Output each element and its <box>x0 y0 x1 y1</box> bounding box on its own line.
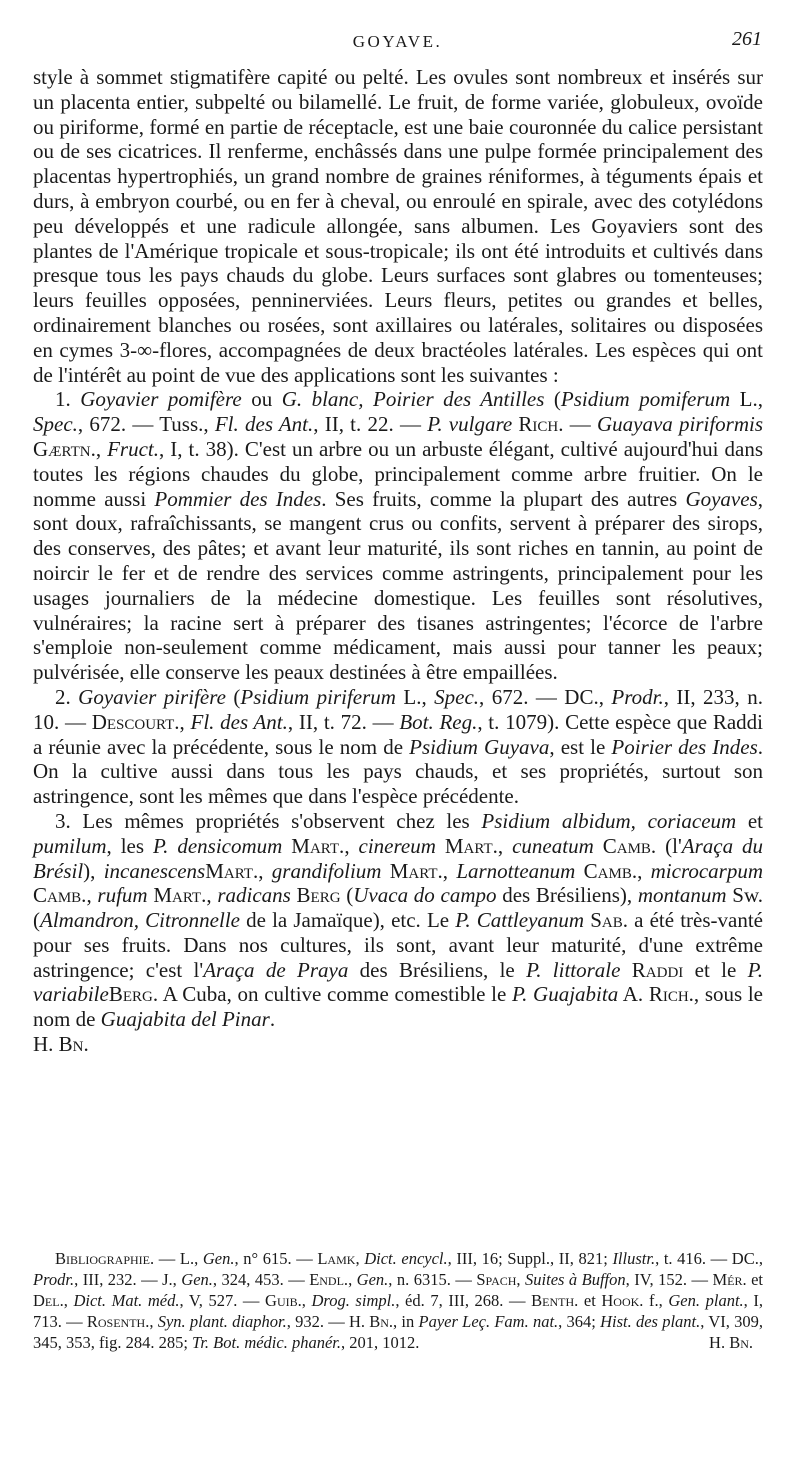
text: des Brésiliens), <box>496 883 638 908</box>
citation: Hist. des plant. <box>600 1312 701 1331</box>
text: , est le <box>549 734 612 759</box>
synonym: Guayava piriformis <box>596 412 764 437</box>
text: a été très-vanté pour ses fruits. Dans nos cultures, ils sont, avant leur maturité, d'une extrême astringence; c'est l' <box>33 908 763 982</box>
common-name: Araça de Praya <box>203 957 349 982</box>
text: , sous le nom de <box>33 982 763 1032</box>
citation: Prodr. <box>611 684 664 709</box>
species-1-paragraph <box>33 387 763 685</box>
text: Sw. ( <box>33 883 764 933</box>
synonym: Psidium pomiferum <box>560 387 731 412</box>
text: (l' <box>656 833 682 858</box>
author: Mér. <box>712 1270 747 1289</box>
text: , I, 713. — <box>33 1291 764 1331</box>
author: Mart. <box>389 858 443 883</box>
text: A Cuba, on cultive comme comestible le <box>158 982 512 1007</box>
text: , n. 6315. — <box>388 1270 477 1289</box>
text: . <box>269 1007 276 1032</box>
common-name: Guajabita del Pinar <box>100 1007 270 1032</box>
author: Rosenth. <box>86 1312 150 1331</box>
citation: Spec. <box>434 684 480 709</box>
text: , sont doux, rafraîchissants, se mangent crus ou confits, servent à préparer des sirops, des conserves, des pâtes; et avant leur maturité, ils sont riches en tannin, au point de noircir le fer et de rendre des services comme astringents, principalement pour les usages journaliers de la médecine domestique. Les feuilles sont résolutives, vulnéraires; la racine sert à préparer des tisanes astringentes; l'écorce de l'arbre s'emploie non-seulement comme médicament, mais aussi pour tanner les peaux; pulvérisée, elle conserve les peaux destinées à être empaillées. <box>33 486 763 685</box>
author: Gærtn. <box>33 436 96 461</box>
text: , <box>149 1312 158 1331</box>
author-signature <box>33 1032 763 1057</box>
text: ( <box>225 684 241 709</box>
text: ( <box>544 387 561 412</box>
text: ( <box>340 883 354 908</box>
text: f., <box>643 1291 669 1310</box>
text: , t. 1079). Cette espèce que Raddi a réunie avec la précédente, sous le nom de <box>33 709 763 759</box>
text: — L., <box>154 1249 203 1268</box>
text: et <box>746 1270 764 1289</box>
text: , <box>442 858 457 883</box>
text: , <box>86 883 98 908</box>
text: , 932. — H. <box>286 1312 370 1331</box>
species: radicans <box>217 883 291 908</box>
author: Bn. <box>369 1312 394 1331</box>
page-header <box>33 28 762 60</box>
author: Guib. <box>265 1291 302 1310</box>
species: Psidium albidum, coriaceum <box>481 808 737 833</box>
citation: Dict. encycl. <box>364 1249 448 1268</box>
citation: Gen. <box>356 1270 389 1289</box>
author: Rich. <box>518 412 564 437</box>
species: pumilum <box>33 833 107 858</box>
text: ou <box>241 387 282 412</box>
text <box>620 958 631 982</box>
author: Mart. <box>205 858 259 883</box>
author: Mart. <box>291 833 345 858</box>
text: , <box>63 1291 74 1310</box>
citation: Payer Leç. Fam. nat. <box>418 1312 559 1331</box>
common-name: Uvaca do campo <box>353 883 497 908</box>
author: Del. <box>33 1291 64 1310</box>
text <box>575 859 583 883</box>
text <box>594 834 603 858</box>
species: grandifolium <box>271 858 382 883</box>
text: , <box>301 1291 312 1310</box>
text: ), <box>83 858 104 883</box>
text: . Ses fruits, comme la plupart des autres <box>321 486 686 511</box>
citation: Gen. <box>181 1270 213 1289</box>
citation: Dict. Mat. méd. <box>73 1291 180 1310</box>
bibliography <box>33 1248 763 1353</box>
author: Rich. <box>648 982 694 1007</box>
intro-paragraph: style à sommet stigmatifère capité ou pelté. Les ovules sont nombreux et insérés sur un placenta entier, subpelté ou bilamellé. Le fruit, de forme variée, globuleux, ovoïde ou piriforme, formé en partie de réceptacle, est une baie couronnée du calice persistant ou de ses cicatrices. Il renferme, enchâssés dans une pulpe formée principalement des placentas hypertrophiés, un grand nombre de graines réniformes, à téguments épais et durs, à embryon courbé, ou en fer à cheval, ou enroulé en spirale, avec des cotylédons peu développés et une radicule allongée, sans albumen. Les Goyaviers sont des plantes de l'Amérique tropicale et sous-tropicale; ils ont été introduits et cultivés dans presque tous les pays chauds du globe. Leurs surfaces sont glabres ou tomenteuses; leurs feuilles opposées, penninerviées. Leurs fleurs, petites ou grandes et belles, ordinairement blanches ou rosées, sont axillaires ou latérales, solitaires ou disposées en cymes 3-∞-flores, accompagnées de deux bractéoles latérales. Les espèces qui ont de l'intérêt au point de vue des applications sont les suivantes : <box>33 65 763 387</box>
text: , n° 615. — <box>234 1249 318 1268</box>
bibliography-signature: H. Bn. <box>709 1333 753 1352</box>
common-name: Poirier des Indes <box>611 734 758 759</box>
citation: Fl. des Ant. <box>190 709 288 734</box>
text: , II, t. 22. — <box>313 412 428 437</box>
species-name: Goyavier pomifère <box>80 387 242 412</box>
article-body <box>33 65 763 1057</box>
species: rufum <box>97 883 148 908</box>
author: Hook. <box>601 1291 644 1310</box>
synonym: Psidium piriferum <box>240 684 396 709</box>
text: , <box>95 436 108 461</box>
citation: Fruct. <box>107 436 160 461</box>
species-2-paragraph <box>33 685 763 809</box>
author: Spach <box>476 1270 517 1289</box>
common-name: Almandron, Citronnelle <box>40 908 240 933</box>
species: montanum <box>637 883 727 908</box>
author: Descourt. <box>91 709 180 734</box>
text: , <box>179 709 191 734</box>
citation: Tr. Bot. médic. phanér. <box>192 1333 342 1352</box>
text: , <box>637 858 651 883</box>
citation: Spec. <box>33 412 78 437</box>
text: , 672. — Tuss., <box>77 412 215 437</box>
text: , <box>355 1249 365 1268</box>
author: Camb. <box>602 833 657 858</box>
author: Benth. <box>531 1291 579 1310</box>
text: Les mêmes propriétés s'observent chez les <box>82 808 482 833</box>
text: L., <box>395 684 435 709</box>
text: , <box>516 1270 526 1289</box>
author: Mart. <box>153 883 207 908</box>
citation: Gen. plant. <box>668 1291 744 1310</box>
page-number: 261 <box>732 28 762 50</box>
text: , <box>206 883 218 908</box>
synonym: P. vulgare <box>427 412 513 437</box>
species-name: Goyavier pirifère <box>78 684 226 709</box>
text: , <box>497 833 513 858</box>
text: et <box>736 808 763 833</box>
text: . On la cultive aussi dans tous les pays chauds, et ses propriétés, surtout son astringence, sont les mêmes que dans l'espèce précédente. <box>33 734 763 809</box>
text <box>436 834 445 858</box>
species: incanescens <box>103 858 206 883</box>
text: , V, 527. — <box>179 1291 266 1310</box>
author: Berg. <box>108 982 159 1007</box>
text: , VI, 309, 345, 353, fig. 284. 285; <box>33 1312 763 1352</box>
text: , 324, 453. — <box>212 1270 310 1289</box>
citation: Suites à Buffon <box>525 1270 626 1289</box>
text: , I, t. 38). C'est un arbre ou un arbuste élégant, cultivé aujourd'hui dans toutes les régions chaudes du globe, principalement comme arbre fruitier. On le nomme aussi <box>33 436 763 511</box>
citation: Fl. des Ant. <box>214 412 314 437</box>
item-number: 1. <box>55 387 81 412</box>
author: Camb. <box>583 858 638 883</box>
species: P. variabile <box>33 957 763 1007</box>
common-name: Pommier des Indes <box>154 486 322 511</box>
species: P. littorale <box>526 957 621 982</box>
text: , éd. 7, III, 268. — <box>395 1291 532 1310</box>
author: Berg <box>296 883 341 908</box>
bibliography-label: Bibliographie. <box>55 1249 155 1268</box>
text: , 364; <box>558 1312 601 1331</box>
text: , 201, 1012. <box>341 1333 420 1352</box>
species: microcarpum <box>650 858 763 883</box>
species: P. Cattleyanum <box>455 908 585 933</box>
text: , <box>258 858 272 883</box>
text: , t. 416. — DC., <box>655 1249 763 1268</box>
text: et <box>578 1291 602 1310</box>
text: , in <box>393 1312 419 1331</box>
item-number: 3. <box>55 808 83 833</box>
common-name: Araça du Brésil <box>33 833 764 883</box>
citation: Drog. simpl. <box>311 1291 396 1310</box>
species: P. densicomum <box>153 833 283 858</box>
text: de la Jamaïque), etc. Le <box>240 908 456 933</box>
species: Larnotteanum <box>456 858 576 883</box>
text: , <box>344 833 359 858</box>
species: P. Guajabita <box>511 982 619 1007</box>
citation: Illustr. <box>612 1249 656 1268</box>
text: — <box>563 412 597 437</box>
text: , III, 232. — J., <box>74 1270 182 1289</box>
author: Camb. <box>33 883 87 908</box>
citation: Bot. Reg. <box>399 709 478 734</box>
text: L., <box>730 387 763 412</box>
citation: Gen. <box>202 1249 235 1268</box>
signature-text: H. Bn. <box>33 1032 89 1057</box>
author: Endl. <box>309 1270 349 1289</box>
item-number: 2. <box>55 684 79 709</box>
author: Raddi <box>631 957 684 982</box>
species-3-paragraph <box>33 809 763 1032</box>
text <box>282 834 291 858</box>
text <box>381 859 389 883</box>
citation: Syn. plant. diaphor. <box>157 1312 287 1331</box>
text: A. <box>618 982 649 1007</box>
text: , IV, 152. — <box>625 1270 713 1289</box>
synonym: Psidium Guyava <box>409 734 550 759</box>
text: des Brésiliens, le <box>348 957 527 982</box>
text: et le <box>683 957 748 982</box>
text: , <box>348 1270 357 1289</box>
author: Lamk <box>317 1249 356 1268</box>
running-title: GOYAVE. <box>352 32 443 51</box>
text: , III, 16; Suppl., II, 821; <box>447 1249 613 1268</box>
common-name: Goyaves <box>685 486 758 511</box>
author: Sab. <box>590 908 628 933</box>
species: cuneatum <box>512 833 594 858</box>
text: , II, 233, n. 10. — <box>33 684 763 734</box>
citation: Prodr. <box>33 1270 75 1289</box>
synonym: G. blanc, Poirier des Antilles <box>281 387 545 412</box>
author: Mart. <box>444 833 498 858</box>
text: , les <box>106 833 153 858</box>
species: cinereum <box>358 833 436 858</box>
text: , II, t. 72. — <box>287 709 400 734</box>
text: , 672. — DC., <box>479 684 612 709</box>
